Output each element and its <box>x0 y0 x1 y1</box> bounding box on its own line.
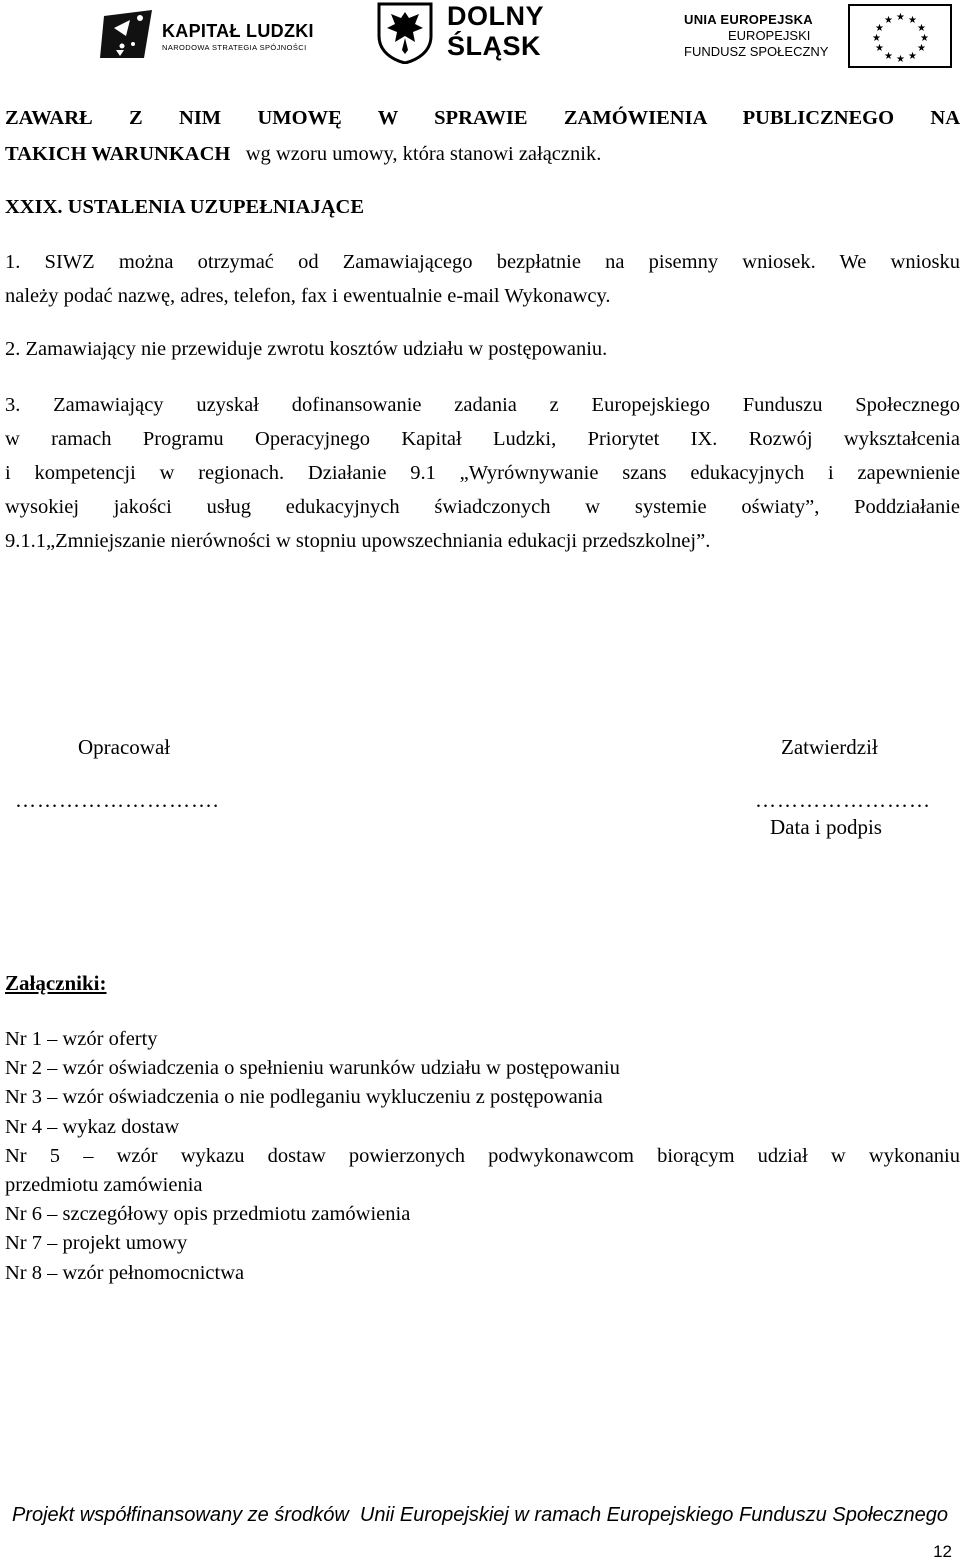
attachment-item: Nr 3 – wzór oświadczenia o nie podleganiu wykluczeniu z postępowania <box>5 1086 603 1109</box>
intro-line1: ZAWARŁ Z NIM UMOWĘ W SPRAWIE ZAMÓWIENIA PUBLICZNEGO NA <box>5 107 960 129</box>
svg-text:★: ★ <box>884 15 893 26</box>
intro-line2-rest: wg wzoru umowy, która stanowi załącznik. <box>230 143 602 165</box>
item-1 <box>5 245 960 313</box>
eu-logo <box>680 2 955 68</box>
attachment-item-continuation: przedmiotu zamówienia <box>5 1174 203 1197</box>
attachments-title: Załączniki: <box>5 971 107 995</box>
approved-by-signature-line: …………………… <box>755 788 931 812</box>
item-3-line5: 9.1.1„Zmniejszanie nierówności w stopniu upowszechniania edukacji przedszkolnej”. <box>5 530 711 552</box>
attachment-item: Nr 6 – szczegółowy opis przedmiotu zamówienia <box>5 1203 411 1226</box>
item-3-line2: w ramach Programu Operacyjnego Kapitał Ludzki, Priorytet IX. Rozwój wykształcenia <box>5 428 960 450</box>
kapital-ludzki-name: KAPITAŁ LUDZKI <box>162 21 314 41</box>
eu-flag-icon <box>848 4 952 68</box>
item-2: 2. Zamawiający nie przewiduje zwrotu kosztów udziału w postępowaniu. <box>5 338 608 360</box>
item-3 <box>5 388 960 558</box>
attachment-item: Nr 2 – wzór oświadczenia o spełnieniu warunków udziału w postępowaniu <box>5 1057 620 1080</box>
dolny-slask-line1: DOLNY <box>447 1 544 31</box>
eu-line1: UNIA EUROPEJSKA <box>684 12 813 27</box>
eu-line3: FUNDUSZ SPOŁECZNY <box>684 44 829 59</box>
svg-text:★: ★ <box>908 15 917 26</box>
date-and-signature-note: Data i podpis <box>770 815 882 839</box>
intro-paragraph <box>5 100 960 172</box>
svg-text:★: ★ <box>896 54 905 65</box>
svg-text:★: ★ <box>920 33 929 44</box>
approved-by-label: Zatwierdził <box>781 735 878 759</box>
intro-line2-bold: TAKICH WARUNKACH <box>5 143 231 165</box>
svg-text:★: ★ <box>875 43 884 54</box>
prepared-by-signature-line: ………………………. <box>15 788 220 812</box>
kapital-ludzki-logo <box>100 6 320 62</box>
attachment-item: Nr 8 – wzór pełnomocnictwa <box>5 1261 245 1284</box>
svg-text:★: ★ <box>884 51 893 62</box>
item-3-line3: i kompetencji w regionach. Działanie 9.1 „Wyrównywanie szans edukacyjnych i zapewnienie <box>5 462 960 484</box>
attachment-item: Nr 4 – wykaz dostaw <box>5 1115 180 1138</box>
svg-text:★: ★ <box>917 43 926 54</box>
dolny-slask-line2: ŚLĄSK <box>447 31 542 61</box>
item-3-line1: 3. Zamawiający uzyskał dofinansowanie zadania z Europejskiego Funduszu Społecznego <box>5 394 960 416</box>
section-title: XXIX. USTALENIA UZUPEŁNIAJĄCE <box>5 196 365 218</box>
svg-text:★: ★ <box>896 12 905 23</box>
dolny-slask-logo <box>375 2 580 64</box>
svg-text:★: ★ <box>875 23 884 34</box>
svg-text:★: ★ <box>908 51 917 62</box>
attachments-list <box>5 1025 960 1288</box>
eagle-crest-icon <box>375 2 435 64</box>
prepared-by-label: Opracował <box>78 735 171 759</box>
item-1-line2: należy podać nazwę, adres, telefon, fax i ewentualnie e-mail Wykonawcy. <box>5 285 611 307</box>
svg-text:★: ★ <box>917 23 926 34</box>
item-1-line1: 1. SIWZ można otrzymać od Zamawiającego bezpłatnie na pisemny wniosek. We wniosku <box>5 251 960 273</box>
item-3-line4: wysokiej jakości usług edukacyjnych świadczonych w systemie oświaty”, Poddziałanie <box>5 496 960 518</box>
svg-text:★: ★ <box>872 33 881 44</box>
attachment-item: Nr 7 – projekt umowy <box>5 1232 188 1255</box>
eu-line2: EUROPEJSKI <box>728 28 811 43</box>
intro-line2 <box>5 136 960 172</box>
kapital-ludzki-tagline: NARODOWA STRATEGIA SPÓJNOŚCI <box>162 43 307 52</box>
attachment-item: Nr 1 – wzór oferty <box>5 1028 158 1050</box>
footer-funding-note: Projekt współfinansowany ze środków Unii Europejskiej w ramach Europejskiego Funduszu Społecznego <box>11 1504 949 1526</box>
attachment-item: Nr 5 – wzór wykazu dostaw powierzonych podwykonawcom biorącym udział w wykonaniu <box>5 1144 960 1167</box>
page-number: 12 <box>933 1542 952 1561</box>
